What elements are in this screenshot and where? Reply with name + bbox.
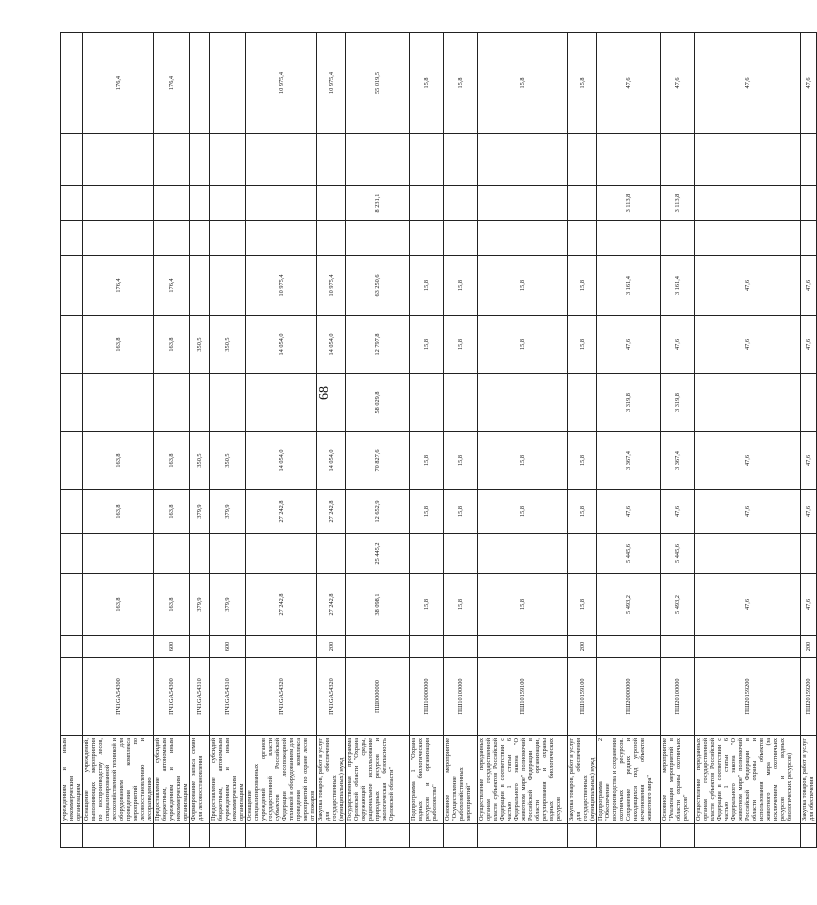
row-value-cell	[478, 221, 568, 256]
row-spacer-cell	[444, 824, 478, 848]
table-row	[661, 33, 695, 848]
row-value-cell	[410, 221, 444, 256]
row-value-cell: 5 493,2	[661, 574, 695, 636]
row-value-cell: 47,6	[801, 490, 817, 534]
row-spacer-cell	[568, 824, 597, 848]
row-vr-cell	[61, 636, 83, 658]
row-value-cell: 5 493,2	[597, 574, 661, 636]
budget-table-rotated	[60, 33, 815, 848]
row-value-cell	[61, 490, 83, 534]
row-value-cell: 70 827,6	[346, 432, 410, 490]
table-row	[597, 33, 661, 848]
row-value-cell	[61, 534, 83, 574]
row-value-cell: 47,6	[661, 316, 695, 374]
row-name-cell: учреждениям и иным некоммерческим организациям	[61, 736, 83, 824]
row-spacer-cell	[346, 824, 410, 848]
table-row	[61, 33, 83, 848]
row-value-cell: 163,8	[83, 574, 154, 636]
row-value-cell: 163,8	[83, 490, 154, 534]
row-value-cell: 15,8	[478, 432, 568, 490]
row-value-cell	[61, 221, 83, 256]
row-value-cell	[61, 432, 83, 490]
row-value-cell: 27 242,8	[317, 574, 346, 636]
row-value-cell: 8 231,1	[346, 186, 410, 221]
row-value-cell	[444, 534, 478, 574]
row-value-cell	[61, 316, 83, 374]
row-vr-cell	[246, 636, 317, 658]
row-vr-cell	[478, 636, 568, 658]
row-value-cell	[83, 186, 154, 221]
row-value-cell: 163,8	[83, 432, 154, 490]
row-code-cell: ПШ20159200	[801, 658, 817, 736]
row-value-cell: 47,6	[801, 432, 817, 490]
row-value-cell: 15,8	[478, 256, 568, 316]
row-value-cell: 15,8	[568, 316, 597, 374]
row-vr-cell	[444, 636, 478, 658]
row-value-cell	[154, 134, 190, 186]
row-value-cell: 47,6	[597, 33, 661, 134]
row-value-cell	[190, 134, 210, 186]
row-code-cell: ПЧ1GA54310	[210, 658, 246, 736]
row-value-cell	[568, 221, 597, 256]
row-value-cell: 163,8	[154, 574, 190, 636]
row-value-cell	[661, 221, 695, 256]
row-value-cell	[317, 374, 346, 432]
row-value-cell	[190, 374, 210, 432]
row-value-cell	[444, 374, 478, 432]
row-code-cell: ПШ20100000	[661, 658, 695, 736]
row-value-cell	[317, 221, 346, 256]
row-spacer-cell	[210, 824, 246, 848]
table-row	[346, 33, 410, 848]
row-name-cell: Предоставление субсидий бюджетным, автономным учреждениям и иным некоммерческим организациям	[154, 736, 190, 824]
row-spacer-cell	[154, 824, 190, 848]
row-value-cell	[661, 134, 695, 186]
row-value-cell	[695, 221, 801, 256]
row-value-cell	[210, 221, 246, 256]
row-value-cell	[317, 134, 346, 186]
table-row	[478, 33, 568, 848]
row-value-cell	[568, 186, 597, 221]
row-value-cell	[210, 33, 246, 134]
row-value-cell: 47,6	[801, 256, 817, 316]
row-value-cell	[61, 33, 83, 134]
row-value-cell: 379,9	[210, 574, 246, 636]
row-value-cell: 3 113,8	[597, 186, 661, 221]
row-vr-cell	[695, 636, 801, 658]
table-row	[444, 33, 478, 848]
row-code-cell: ПШ10159100	[568, 658, 597, 736]
row-code-cell: ПЧ1GA54320	[246, 658, 317, 736]
row-value-cell: 350,5	[210, 316, 246, 374]
row-name-cell: Подпрограмма 1 "Охрана водных биологических ресурсов и организация рыболовства"	[410, 736, 444, 824]
row-value-cell: 10 975,4	[317, 33, 346, 134]
row-code-cell: ПШ20000000	[597, 658, 661, 736]
row-value-cell: 163,8	[83, 316, 154, 374]
row-value-cell: 15,8	[568, 256, 597, 316]
row-name-cell: Формирование запаса семян для лесовосстановления	[190, 736, 210, 824]
row-value-cell	[801, 134, 817, 186]
row-spacer-cell	[61, 824, 83, 848]
row-value-cell	[246, 374, 317, 432]
row-value-cell: 14 054,0	[246, 432, 317, 490]
row-value-cell	[801, 374, 817, 432]
row-code-cell: ПШ20159200	[695, 658, 801, 736]
row-value-cell	[210, 186, 246, 221]
row-value-cell: 12 797,8	[346, 316, 410, 374]
row-value-cell	[154, 374, 190, 432]
row-value-cell: 15,8	[478, 490, 568, 534]
row-value-cell	[410, 374, 444, 432]
table-row	[568, 33, 597, 848]
row-value-cell	[801, 221, 817, 256]
row-spacer-cell	[695, 824, 801, 848]
row-value-cell: 10 975,4	[246, 256, 317, 316]
table-row	[801, 33, 817, 848]
row-value-cell: 3 319,8	[661, 374, 695, 432]
row-value-cell	[444, 186, 478, 221]
row-code-cell: ПШ10159100	[478, 658, 568, 736]
row-value-cell: 15,8	[478, 574, 568, 636]
row-value-cell	[346, 221, 410, 256]
row-name-cell: Предоставление субсидий бюджетным, автономным учреждениям и иным некоммерческим организациям	[210, 736, 246, 824]
row-value-cell: 15,8	[478, 33, 568, 134]
row-value-cell: 15,8	[568, 574, 597, 636]
row-value-cell	[246, 134, 317, 186]
row-value-cell: 163,8	[154, 316, 190, 374]
row-value-cell: 15,8	[410, 432, 444, 490]
row-value-cell: 3 161,4	[661, 256, 695, 316]
row-value-cell	[210, 134, 246, 186]
row-value-cell: 15,8	[444, 432, 478, 490]
row-code-cell: ПШ0000000	[346, 658, 410, 736]
row-value-cell	[410, 134, 444, 186]
row-value-cell	[210, 534, 246, 574]
row-value-cell: 63 250,6	[346, 256, 410, 316]
row-value-cell: 350,5	[210, 432, 246, 490]
row-value-cell	[444, 221, 478, 256]
row-value-cell: 58 029,8	[346, 374, 410, 432]
row-spacer-cell	[410, 824, 444, 848]
row-value-cell: 15,8	[410, 490, 444, 534]
row-value-cell: 15,8	[444, 33, 478, 134]
table-row	[190, 33, 210, 848]
row-value-cell: 176,4	[154, 256, 190, 316]
row-value-cell	[154, 534, 190, 574]
row-value-cell	[83, 374, 154, 432]
row-value-cell	[695, 186, 801, 221]
row-name-cell: Закупка товаров, работ и услуг для обеспечения	[801, 736, 817, 824]
row-vr-cell	[597, 636, 661, 658]
row-value-cell	[61, 256, 83, 316]
row-value-cell: 47,6	[597, 316, 661, 374]
table-row	[317, 33, 346, 848]
row-value-cell	[61, 374, 83, 432]
budget-table	[60, 32, 817, 848]
row-value-cell: 47,6	[597, 490, 661, 534]
row-value-cell: 176,4	[154, 33, 190, 134]
row-value-cell: 15,8	[410, 256, 444, 316]
table-row	[410, 33, 444, 848]
row-value-cell: 47,6	[661, 33, 695, 134]
row-value-cell: 27 242,8	[317, 490, 346, 534]
row-value-cell: 15,8	[568, 33, 597, 134]
row-value-cell: 47,6	[695, 574, 801, 636]
table-row	[695, 33, 801, 848]
row-value-cell: 379,9	[190, 490, 210, 534]
row-value-cell: 3 367,4	[597, 432, 661, 490]
row-value-cell: 47,6	[801, 33, 817, 134]
row-vr-cell	[190, 636, 210, 658]
row-code-cell: ПШ10100000	[444, 658, 478, 736]
row-value-cell: 15,8	[410, 316, 444, 374]
row-vr-cell: 200	[568, 636, 597, 658]
row-value-cell	[317, 534, 346, 574]
row-value-cell	[478, 374, 568, 432]
row-name-cell: Осуществление переданных органам государственной власти субъектов Российской Федерации в соответствии с частью 1 статьи 6 Федерального закона "О животном мире" полномочий Российской Федерации в области охраны и использования объектов животного мира (за исключением охотничьих ресурсов и водных биологических ресурсов)	[695, 736, 801, 824]
row-value-cell	[478, 134, 568, 186]
row-value-cell	[346, 134, 410, 186]
row-spacer-cell	[83, 824, 154, 848]
row-value-cell: 38 098,1	[346, 574, 410, 636]
row-value-cell: 15,8	[444, 256, 478, 316]
row-vr-cell	[83, 636, 154, 658]
row-name-cell: Осуществление переданных органам государственной власти субъектов Российской Федерации в соответствии с частью 1 статьи 6 Федерального закона "О животном мире" полномочий Российской Федерации в области организации, регулирования и охраны водных биологических ресурсов	[478, 736, 568, 824]
row-value-cell: 15,8	[410, 33, 444, 134]
row-value-cell	[695, 374, 801, 432]
row-value-cell	[190, 221, 210, 256]
row-value-cell: 3 367,4	[661, 432, 695, 490]
row-value-cell: 55 019,5	[346, 33, 410, 134]
row-name-cell: Оснащение специализированных учреждений органов государственной власти субъектов Российской Федерации лесопожарной техникой и оборудованием для проведения комплекса мероприятий по охране лесов от пожаров	[246, 736, 317, 824]
row-value-cell	[597, 221, 661, 256]
row-name-cell: Основное мероприятие "Реализация мероприятий в области охраны охотничьих ресурсов"	[661, 736, 695, 824]
row-value-cell: 5 445,6	[597, 534, 661, 574]
row-value-cell: 379,9	[190, 574, 210, 636]
row-name-cell: Оснащение учреждений, выполняющих мероприятия по воспроизводству лесов, специализированной лесохозяйственной техникой и оборудованием для проведения комплекса мероприятий по лесовосстановлению и лесоразведению	[83, 736, 154, 824]
row-value-cell: 15,8	[568, 432, 597, 490]
row-value-cell	[568, 374, 597, 432]
row-value-cell	[83, 134, 154, 186]
row-value-cell	[801, 534, 817, 574]
row-value-cell: 163,8	[154, 432, 190, 490]
row-value-cell: 163,8	[154, 490, 190, 534]
row-value-cell: 27 242,8	[246, 490, 317, 534]
row-value-cell: 15,8	[444, 316, 478, 374]
row-value-cell: 47,6	[695, 33, 801, 134]
row-value-cell: 47,6	[695, 256, 801, 316]
row-value-cell: 47,6	[695, 490, 801, 534]
row-spacer-cell	[801, 824, 817, 848]
row-value-cell: 10 975,4	[317, 256, 346, 316]
row-name-cell: Подпрограмма 2 "Обеспечение воспроизводства и сохранения охотничьих ресурсов. Сохранение редких и находящихся под угрозой исчезновения объектов животного мира"	[597, 736, 661, 824]
row-vr-cell: 600	[210, 636, 246, 658]
row-name-cell: Закупка товаров, работ и услуг для обеспечения государственных (муниципальных) нужд	[317, 736, 346, 824]
row-value-cell	[210, 256, 246, 316]
row-value-cell: 25 445,2	[346, 534, 410, 574]
row-vr-cell: 600	[154, 636, 190, 658]
table-row	[210, 33, 246, 848]
row-value-cell	[317, 186, 346, 221]
row-value-cell: 5 445,6	[661, 534, 695, 574]
row-value-cell: 15,8	[444, 490, 478, 534]
row-value-cell: 27 242,8	[246, 574, 317, 636]
row-spacer-cell	[246, 824, 317, 848]
row-code-cell: ПЧ1GA54300	[154, 658, 190, 736]
row-value-cell: 176,4	[83, 33, 154, 134]
row-value-cell	[190, 33, 210, 134]
row-spacer-cell	[597, 824, 661, 848]
row-value-cell: 12 652,9	[346, 490, 410, 534]
row-value-cell: 15,8	[478, 316, 568, 374]
row-code-cell: ПЧ1GA54320	[317, 658, 346, 736]
row-name-cell: Закупка товаров, работ и услуг для обеспечения государственных (муниципальных) нужд	[568, 736, 597, 824]
row-code-cell: ПЧ1GA54300	[83, 658, 154, 736]
row-value-cell: 350,5	[190, 432, 210, 490]
row-value-cell	[61, 134, 83, 186]
row-value-cell	[190, 534, 210, 574]
row-value-cell	[568, 534, 597, 574]
table-row	[154, 33, 190, 848]
row-value-cell	[444, 134, 478, 186]
row-value-cell: 47,6	[801, 316, 817, 374]
row-value-cell	[210, 374, 246, 432]
row-value-cell	[568, 134, 597, 186]
row-vr-cell: 200	[801, 636, 817, 658]
row-value-cell	[61, 574, 83, 636]
row-spacer-cell	[478, 824, 568, 848]
row-value-cell: 3 161,4	[597, 256, 661, 316]
row-value-cell: 379,9	[210, 490, 246, 534]
row-value-cell	[190, 256, 210, 316]
row-value-cell: 15,8	[444, 574, 478, 636]
row-value-cell	[83, 534, 154, 574]
row-value-cell	[83, 221, 154, 256]
row-value-cell	[478, 534, 568, 574]
page-number: 68	[317, 386, 332, 400]
row-value-cell	[190, 186, 210, 221]
row-value-cell: 10 975,4	[246, 33, 317, 134]
row-code-cell	[61, 658, 83, 736]
row-vr-cell	[346, 636, 410, 658]
row-value-cell: 47,6	[661, 490, 695, 534]
row-spacer-cell	[190, 824, 210, 848]
row-code-cell: ПЧ1GA54310	[190, 658, 210, 736]
row-value-cell: 47,6	[695, 316, 801, 374]
row-name-cell: Основное мероприятие "Осуществление рыбохозяйственных мероприятий"	[444, 736, 478, 824]
row-value-cell	[246, 186, 317, 221]
row-value-cell: 3 113,8	[661, 186, 695, 221]
row-vr-cell	[661, 636, 695, 658]
row-value-cell	[801, 186, 817, 221]
row-value-cell	[246, 534, 317, 574]
row-value-cell	[154, 221, 190, 256]
row-value-cell	[410, 186, 444, 221]
row-value-cell: 15,8	[410, 574, 444, 636]
row-spacer-cell	[317, 824, 346, 848]
row-value-cell	[695, 534, 801, 574]
row-value-cell	[478, 186, 568, 221]
row-code-cell: ПШ10000000	[410, 658, 444, 736]
row-value-cell: 14 054,0	[317, 432, 346, 490]
row-value-cell	[597, 134, 661, 186]
row-value-cell: 47,6	[801, 574, 817, 636]
row-vr-cell	[410, 636, 444, 658]
row-value-cell	[246, 221, 317, 256]
row-value-cell: 350,5	[190, 316, 210, 374]
row-name-cell: Государственная программа Орловской области "Охрана окружающей среды, рациональное использование природных ресурсов и экологическая безопасность Орловской области"	[346, 736, 410, 824]
row-vr-cell: 200	[317, 636, 346, 658]
table-row	[246, 33, 317, 848]
row-value-cell	[61, 186, 83, 221]
row-value-cell	[410, 534, 444, 574]
row-spacer-cell	[661, 824, 695, 848]
row-value-cell	[154, 186, 190, 221]
row-value-cell: 15,8	[568, 490, 597, 534]
row-value-cell: 176,4	[83, 256, 154, 316]
table-row	[83, 33, 154, 848]
row-value-cell: 14 054,0	[317, 316, 346, 374]
row-value-cell: 14 054,0	[246, 316, 317, 374]
row-value-cell: 3 319,8	[597, 374, 661, 432]
row-value-cell: 47,6	[695, 432, 801, 490]
row-value-cell	[695, 134, 801, 186]
